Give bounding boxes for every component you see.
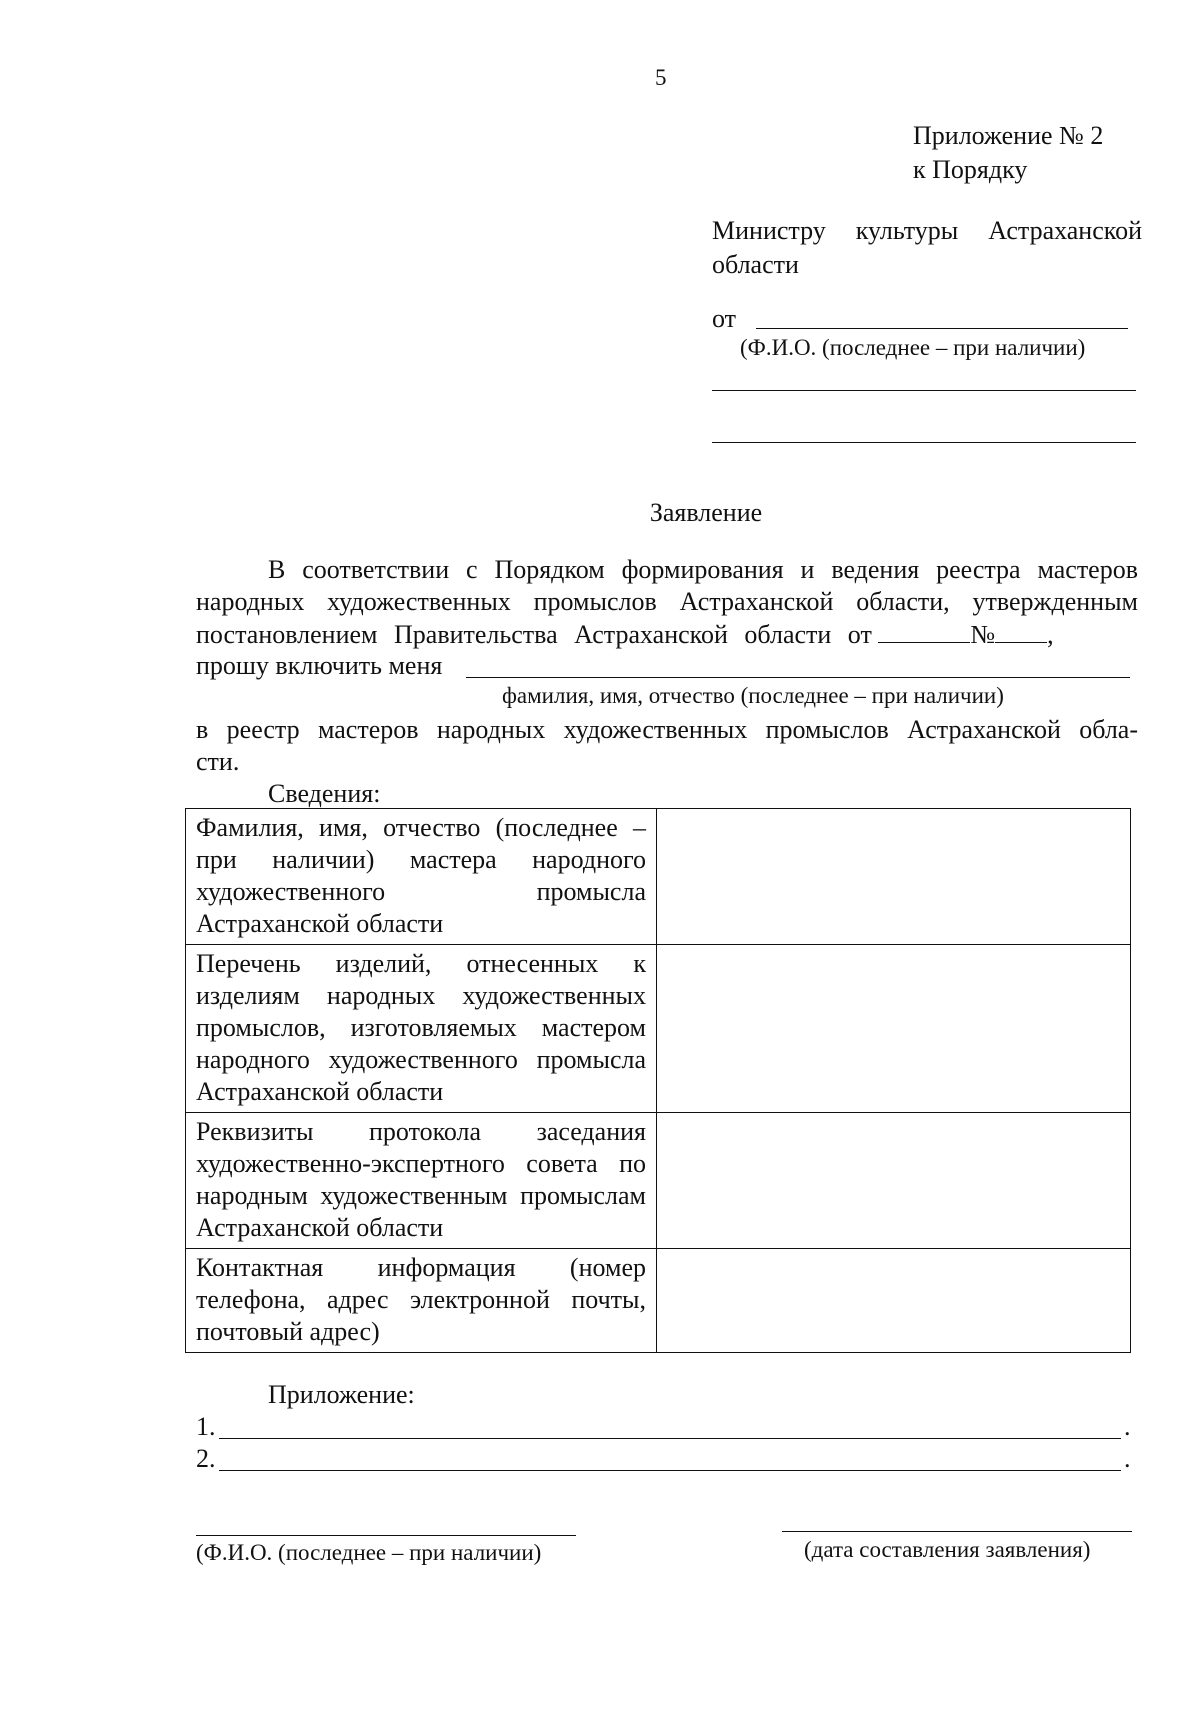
info-value-products[interactable] [657, 945, 1131, 1113]
number-sign: № [970, 620, 996, 649]
body-line-1: В соответствии с Порядком формирования и ведения реестра мастеров [268, 555, 1138, 584]
table-row [186, 809, 1131, 945]
document-title: Заявление [649, 498, 763, 527]
info-value-full-name[interactable] [657, 809, 1131, 945]
info-label-products: Перечень изделий, отнесенных к изделиям народных художественных промыслов, изготовляемых мастером народного художественного промысла Астраханской области [186, 945, 657, 1113]
applicant-name-field[interactable] [466, 677, 1130, 678]
signature-name-caption: (Ф.И.О. (последнее – при наличии) [196, 1540, 542, 1565]
applicant-name-caption: фамилия, имя, отчество (последнее – при наличии) [502, 683, 1004, 708]
registry-line-1: в реестр мастеров народных художественных промыслов Астраханской обла- [196, 715, 1138, 744]
resolution-number-field[interactable] [995, 618, 1047, 643]
info-label-contacts: Контактная информация (номер телефона, адрес электронной почты, почтовый адрес) [186, 1249, 657, 1353]
from-extra-field-2[interactable] [712, 442, 1136, 443]
info-label-protocol: Реквизиты протокола заседания художественно-экспертного совета по народным художественным промыслам Астраханской области [186, 1113, 657, 1249]
page-number: 5 [655, 65, 667, 90]
addressee-line2: области [712, 250, 799, 279]
appendix-reference: к Порядку [913, 155, 1028, 184]
addressee-line1: Министру культуры Астраханской [712, 216, 1142, 245]
registry-line-2: сти. [196, 747, 240, 776]
from-name-field[interactable] [756, 328, 1128, 329]
attachment-1-end: . [1124, 1412, 1131, 1441]
attachment-2-field[interactable] [219, 1470, 1121, 1471]
table-row [186, 1113, 1131, 1249]
from-label: от [712, 304, 737, 333]
signature-date-caption: (дата составления заявления) [804, 1537, 1091, 1562]
resolution-text: постановлением Правительства Астраханской области от [196, 620, 872, 649]
info-value-contacts[interactable] [657, 1249, 1131, 1353]
signature-name-field[interactable] [196, 1535, 576, 1536]
attachment-1-number: 1. [196, 1412, 216, 1441]
info-table [185, 808, 1131, 1353]
info-label-full-name: Фамилия, имя, отчество (последнее – при наличии) мастера народного художественного промысла Астраханской области [186, 809, 657, 945]
body-line-2: народных художественных промыслов Астраханской области, утвержденным [196, 587, 1138, 616]
request-text: прошу включить меня [196, 651, 443, 680]
info-value-protocol[interactable] [657, 1113, 1131, 1249]
attachment-2-number: 2. [196, 1444, 216, 1473]
body-line-3 [196, 618, 1138, 651]
appendix-number: Приложение № 2 [913, 121, 1104, 150]
attachment-2-end: . [1124, 1444, 1131, 1473]
attachment-1-field[interactable] [219, 1438, 1121, 1439]
resolution-date-field[interactable] [878, 618, 970, 643]
table-row [186, 1249, 1131, 1353]
table-row [186, 945, 1131, 1113]
info-heading: Сведения: [268, 779, 381, 808]
from-extra-field-1[interactable] [712, 390, 1136, 391]
attachments-heading: Приложение: [268, 1380, 415, 1409]
signature-date-field[interactable] [782, 1531, 1132, 1532]
line3-comma: , [1047, 620, 1054, 649]
from-caption: (Ф.И.О. (последнее – при наличии) [740, 335, 1086, 360]
